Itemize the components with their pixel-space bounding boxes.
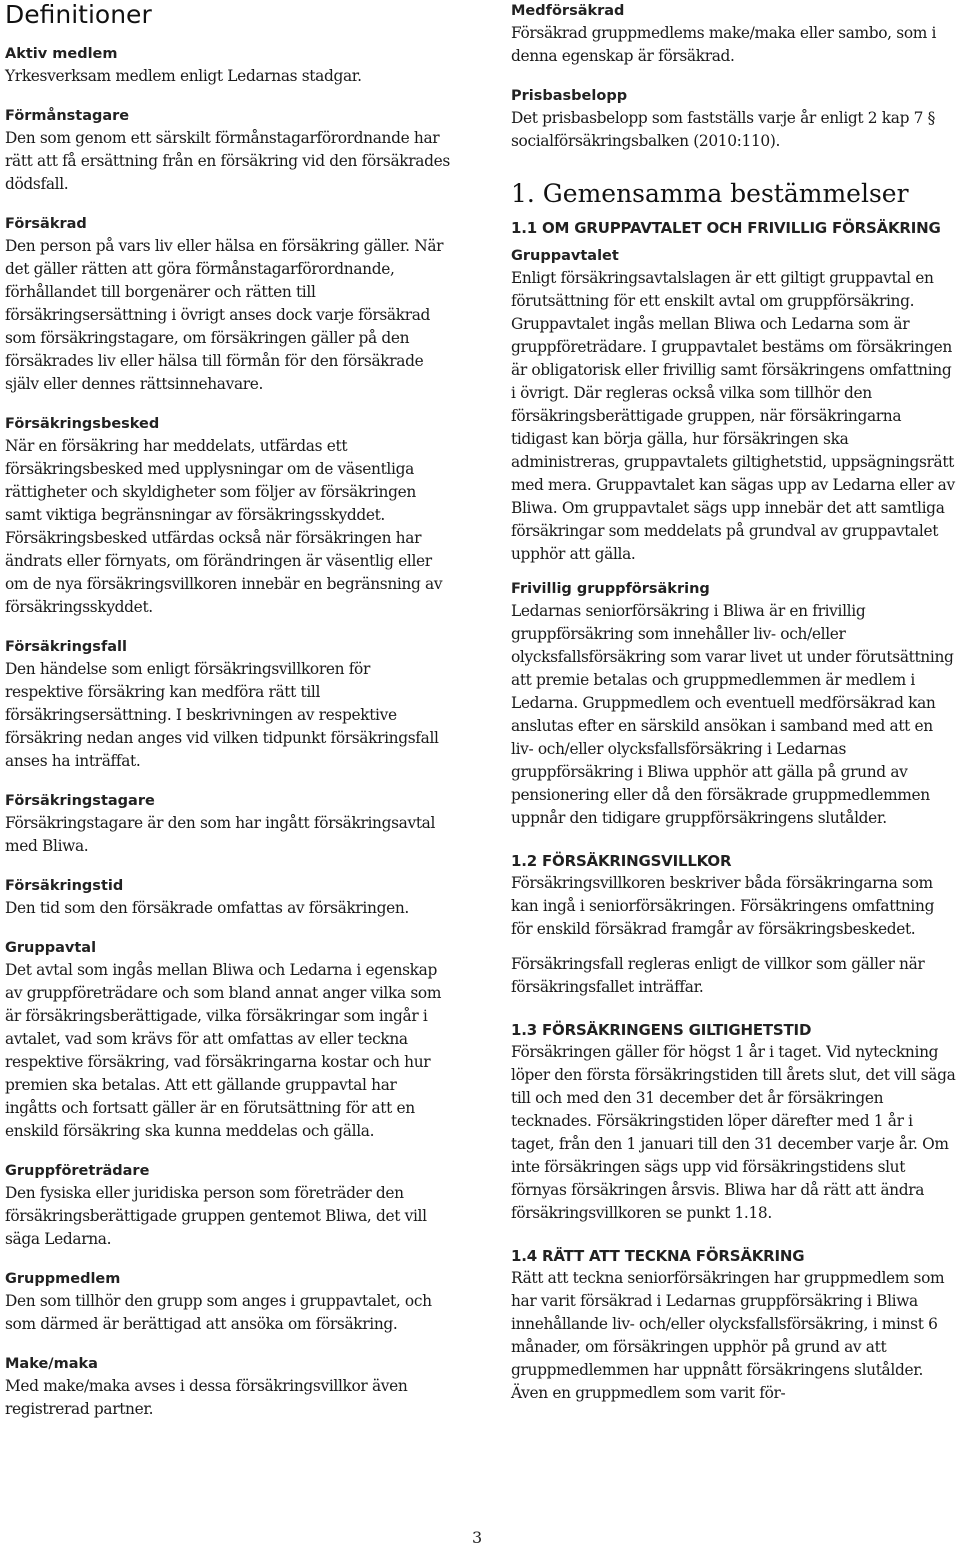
definition-term: Förmånstagare bbox=[5, 108, 130, 124]
definition-make-maka bbox=[5, 1353, 450, 1421]
right-column bbox=[511, 0, 957, 1422]
subsection-text: Försäkringsvillkoren beskriver båda försäkringarna som kan ingå i seniorförsäkringen. Försäkringens omfattning för enskild försäkrad framgår av försäkringsbeskedet. bbox=[511, 874, 935, 938]
definition-prisbasbelopp bbox=[511, 85, 957, 153]
left-column bbox=[5, 0, 450, 1438]
definition-text: Med make/maka avses i dessa försäkringsvillkor även registrerad partner. bbox=[5, 1377, 408, 1418]
definition-aktiv-medlem bbox=[5, 43, 450, 88]
definition-text: Försäkrad gruppmedlems make/maka eller sambo, som i denna egenskap är försäkrad. bbox=[511, 24, 937, 65]
definition-term: Medförsäkrad bbox=[511, 3, 625, 19]
definition-term: Försäkringstagare bbox=[5, 793, 155, 809]
section-heading: 1. Gemensamma bestämmelser bbox=[511, 179, 909, 208]
section-1-2 bbox=[511, 850, 957, 999]
definition-term: Make/maka bbox=[5, 1356, 98, 1372]
definition-forsakrad bbox=[5, 213, 450, 396]
definition-text: Den händelse som enligt försäkringsvillkoren för respektive försäkring kan medföra rätt till försäkringsersättning. I beskrivningen av respektive försäkring nedan anges vid vilken tidpunkt försäkringsfall anses ha inträffat. bbox=[5, 660, 439, 770]
definition-term: Aktiv medlem bbox=[5, 46, 118, 62]
subsection-title: 1.1 OM GRUPPAVTALET OCH FRIVILLIG FÖRSÄKRING bbox=[511, 219, 941, 237]
definition-forsakringsfall bbox=[5, 636, 450, 773]
definition-forsakringstagare bbox=[5, 790, 450, 858]
definition-forsakringstid bbox=[5, 875, 450, 920]
subsection-title: 1.4 RÄTT ATT TECKNA FÖRSÄKRING bbox=[511, 1247, 805, 1265]
subsection-term: Gruppavtalet bbox=[511, 248, 619, 264]
subsection-text: Enligt försäkringsavtalslagen är ett giltigt gruppavtal en förutsättning för ett enskilt avtal om gruppförsäkring. Gruppavtalet ingås mellan Bliwa och Ledarna som är gruppföreträdare. I gruppavtalet bestäms om försäkringen är obligatorisk eller frivillig samt försäkringens omfattning i övrigt. Där regleras också vilka som tillhör den försäkringsberättigade gruppen, när försäkringarna tidigast kan börja gälla, hur försäkringen ska administreras, gruppavtalets giltighetstid, uppsägningsrätt med mera. Gruppavtalet kan sägas upp av Ledarna eller av Bliwa. Om gruppavtalet sägs upp innebär det att samtliga försäkringar som meddelats på grundval av gruppavtalet upphör att gälla. bbox=[511, 269, 955, 563]
subsection-text: Rätt att teckna seniorförsäkringen har gruppmedlem som har varit försäkrad i Ledarnas gruppförsäkring i Bliwa innehållande liv- och/eller olycksfallsförsäkring, i minst 6 månader, om försäkringen upphör på grund av att gruppmedlemmen har uppnått försäkringens slutålder. Även en gruppmedlem som varit för- bbox=[511, 1269, 945, 1402]
definition-text: Den som tillhör den grupp som anges i gruppavtalet, och som därmed är berättigad att ansöka om försäkring. bbox=[5, 1292, 432, 1333]
definition-text: Försäkringstagare är den som har ingått försäkringsavtal med Bliwa. bbox=[5, 814, 436, 855]
definition-text: Den fysiska eller juridiska person som företräder den försäkringsberättigade gruppen gentemot Bliwa, det vill säga Ledarna. bbox=[5, 1184, 427, 1248]
definition-medforsakrad bbox=[511, 0, 957, 68]
definition-text: Yrkesverksam medlem enligt Ledarnas stadgar. bbox=[5, 67, 362, 85]
definition-gruppmedlem bbox=[5, 1268, 450, 1336]
definition-term: Försäkringsfall bbox=[5, 639, 127, 655]
subsection-term: Frivillig gruppförsäkring bbox=[511, 581, 710, 597]
definition-gruppforetradare bbox=[5, 1160, 450, 1251]
definition-text: Det avtal som ingås mellan Bliwa och Ledarna i egenskap av gruppföreträdare och som bland annat anger vilka som är försäkringsberättigade, vilka försäkringar som ingår i avtalet, vad som krävs för att omfattas av eller teckna respektive försäkring, vad försäkringarna kostar och hur premien ska betalas. Att ett gällande gruppavtal har ingåtts och fortsatt gäller är en förutsättning för att en enskild försäkring ska kunna meddelas och gälla. bbox=[5, 961, 442, 1140]
subsection-text: Försäkringsfall regleras enligt de villkor som gäller när försäkringsfallet inträffar. bbox=[511, 955, 925, 996]
definition-term: Försäkringstid bbox=[5, 878, 124, 894]
section-1-4 bbox=[511, 1245, 957, 1405]
section-1-3 bbox=[511, 1019, 957, 1225]
section-1-1 bbox=[511, 217, 957, 830]
definition-text: Den person på vars liv eller hälsa en försäkring gäller. När det gäller rätten att göra förmånstagarförordnande, förhållandet till borgenärer och rätten till försäkringsersättning i övrigt anses dock varje försäkrad som försäkringstagare, om försäkringen gäller på den försäkrades liv eller hälsa till förmån för den försäkrade själv eller dennes rättsinnehavare. bbox=[5, 237, 444, 393]
definition-term: Försäkringsbesked bbox=[5, 416, 160, 432]
definition-term: Gruppavtal bbox=[5, 940, 97, 956]
definition-formanstagare bbox=[5, 105, 450, 196]
subsection-text: Försäkringen gäller för högst 1 år i taget. Vid nyteckning löper den första försäkringstiden till årets slut, det vill säga till och med den 31 december det år försäkringen tecknades. Försäkringstiden löper därefter med 1 år i taget, från den 1 januari till den 31 december varje år. Om inte försäkringen sägs upp vid försäkringstidens slut förnyas försäkringen årsvis. Bliwa har då rätt att ändra försäkringsvillkoren se punkt 1.18. bbox=[511, 1043, 956, 1222]
subsection-title: 1.3 FÖRSÄKRINGENS GILTIGHETSTID bbox=[511, 1021, 812, 1039]
definition-text: Den tid som den försäkrade omfattas av försäkringen. bbox=[5, 899, 409, 917]
definition-forsakringsbesked bbox=[5, 413, 450, 619]
subsection-text: Ledarnas seniorförsäkring i Bliwa är en frivillig gruppförsäkring som innehåller liv- och/eller olycksfallsförsäkring som varar livet ut under förutsättning att premie betalas och gruppmedlemmen är medlem i Ledarna. Gruppmedlem och eventuell medförsäkrad kan anslutas efter en särskild ansökan i samband med att en liv- och/eller olycksfallsförsäkring i Ledarnas gruppförsäkring i Bliwa upphör att gälla på grund av pensionering eller då den försäkrade gruppmedlemmen uppnår den tidigare gruppförsäkringens slutålder. bbox=[511, 602, 954, 827]
subsection-title: 1.2 FÖRSÄKRINGSVILLKOR bbox=[511, 852, 732, 870]
definition-text: Den som genom ett särskilt förmånstagarförordnande har rätt att få ersättning från en försäkring vid den försäkrades dödsfall. bbox=[5, 129, 450, 193]
definition-term: Försäkrad bbox=[5, 216, 87, 232]
definition-text: Det prisbasbelopp som fastställs varje år enligt 2 kap 7 § socialförsäkringsbalken (2010:110). bbox=[511, 109, 935, 150]
definition-term: Prisbasbelopp bbox=[511, 88, 628, 104]
page-number: 3 bbox=[472, 1528, 483, 1547]
definition-term: Gruppmedlem bbox=[5, 1271, 121, 1287]
definition-text: När en försäkring har meddelats, utfärdas ett försäkringsbesked med upplysningar om de väsentliga rättigheter och skyldigheter som följer av försäkringen samt viktiga begränsningar av försäkringsskyddet. Försäkringsbesked utfärdas också när försäkringen har ändrats eller förnyats, om förändringen är väsentlig eller om de nya försäkringsvillkoren innebär en begränsning av försäkringsskyddet. bbox=[5, 437, 443, 616]
definition-gruppavtal bbox=[5, 937, 450, 1143]
definition-term: Gruppföreträdare bbox=[5, 1163, 150, 1179]
page-title: Definitioner bbox=[5, 0, 152, 29]
